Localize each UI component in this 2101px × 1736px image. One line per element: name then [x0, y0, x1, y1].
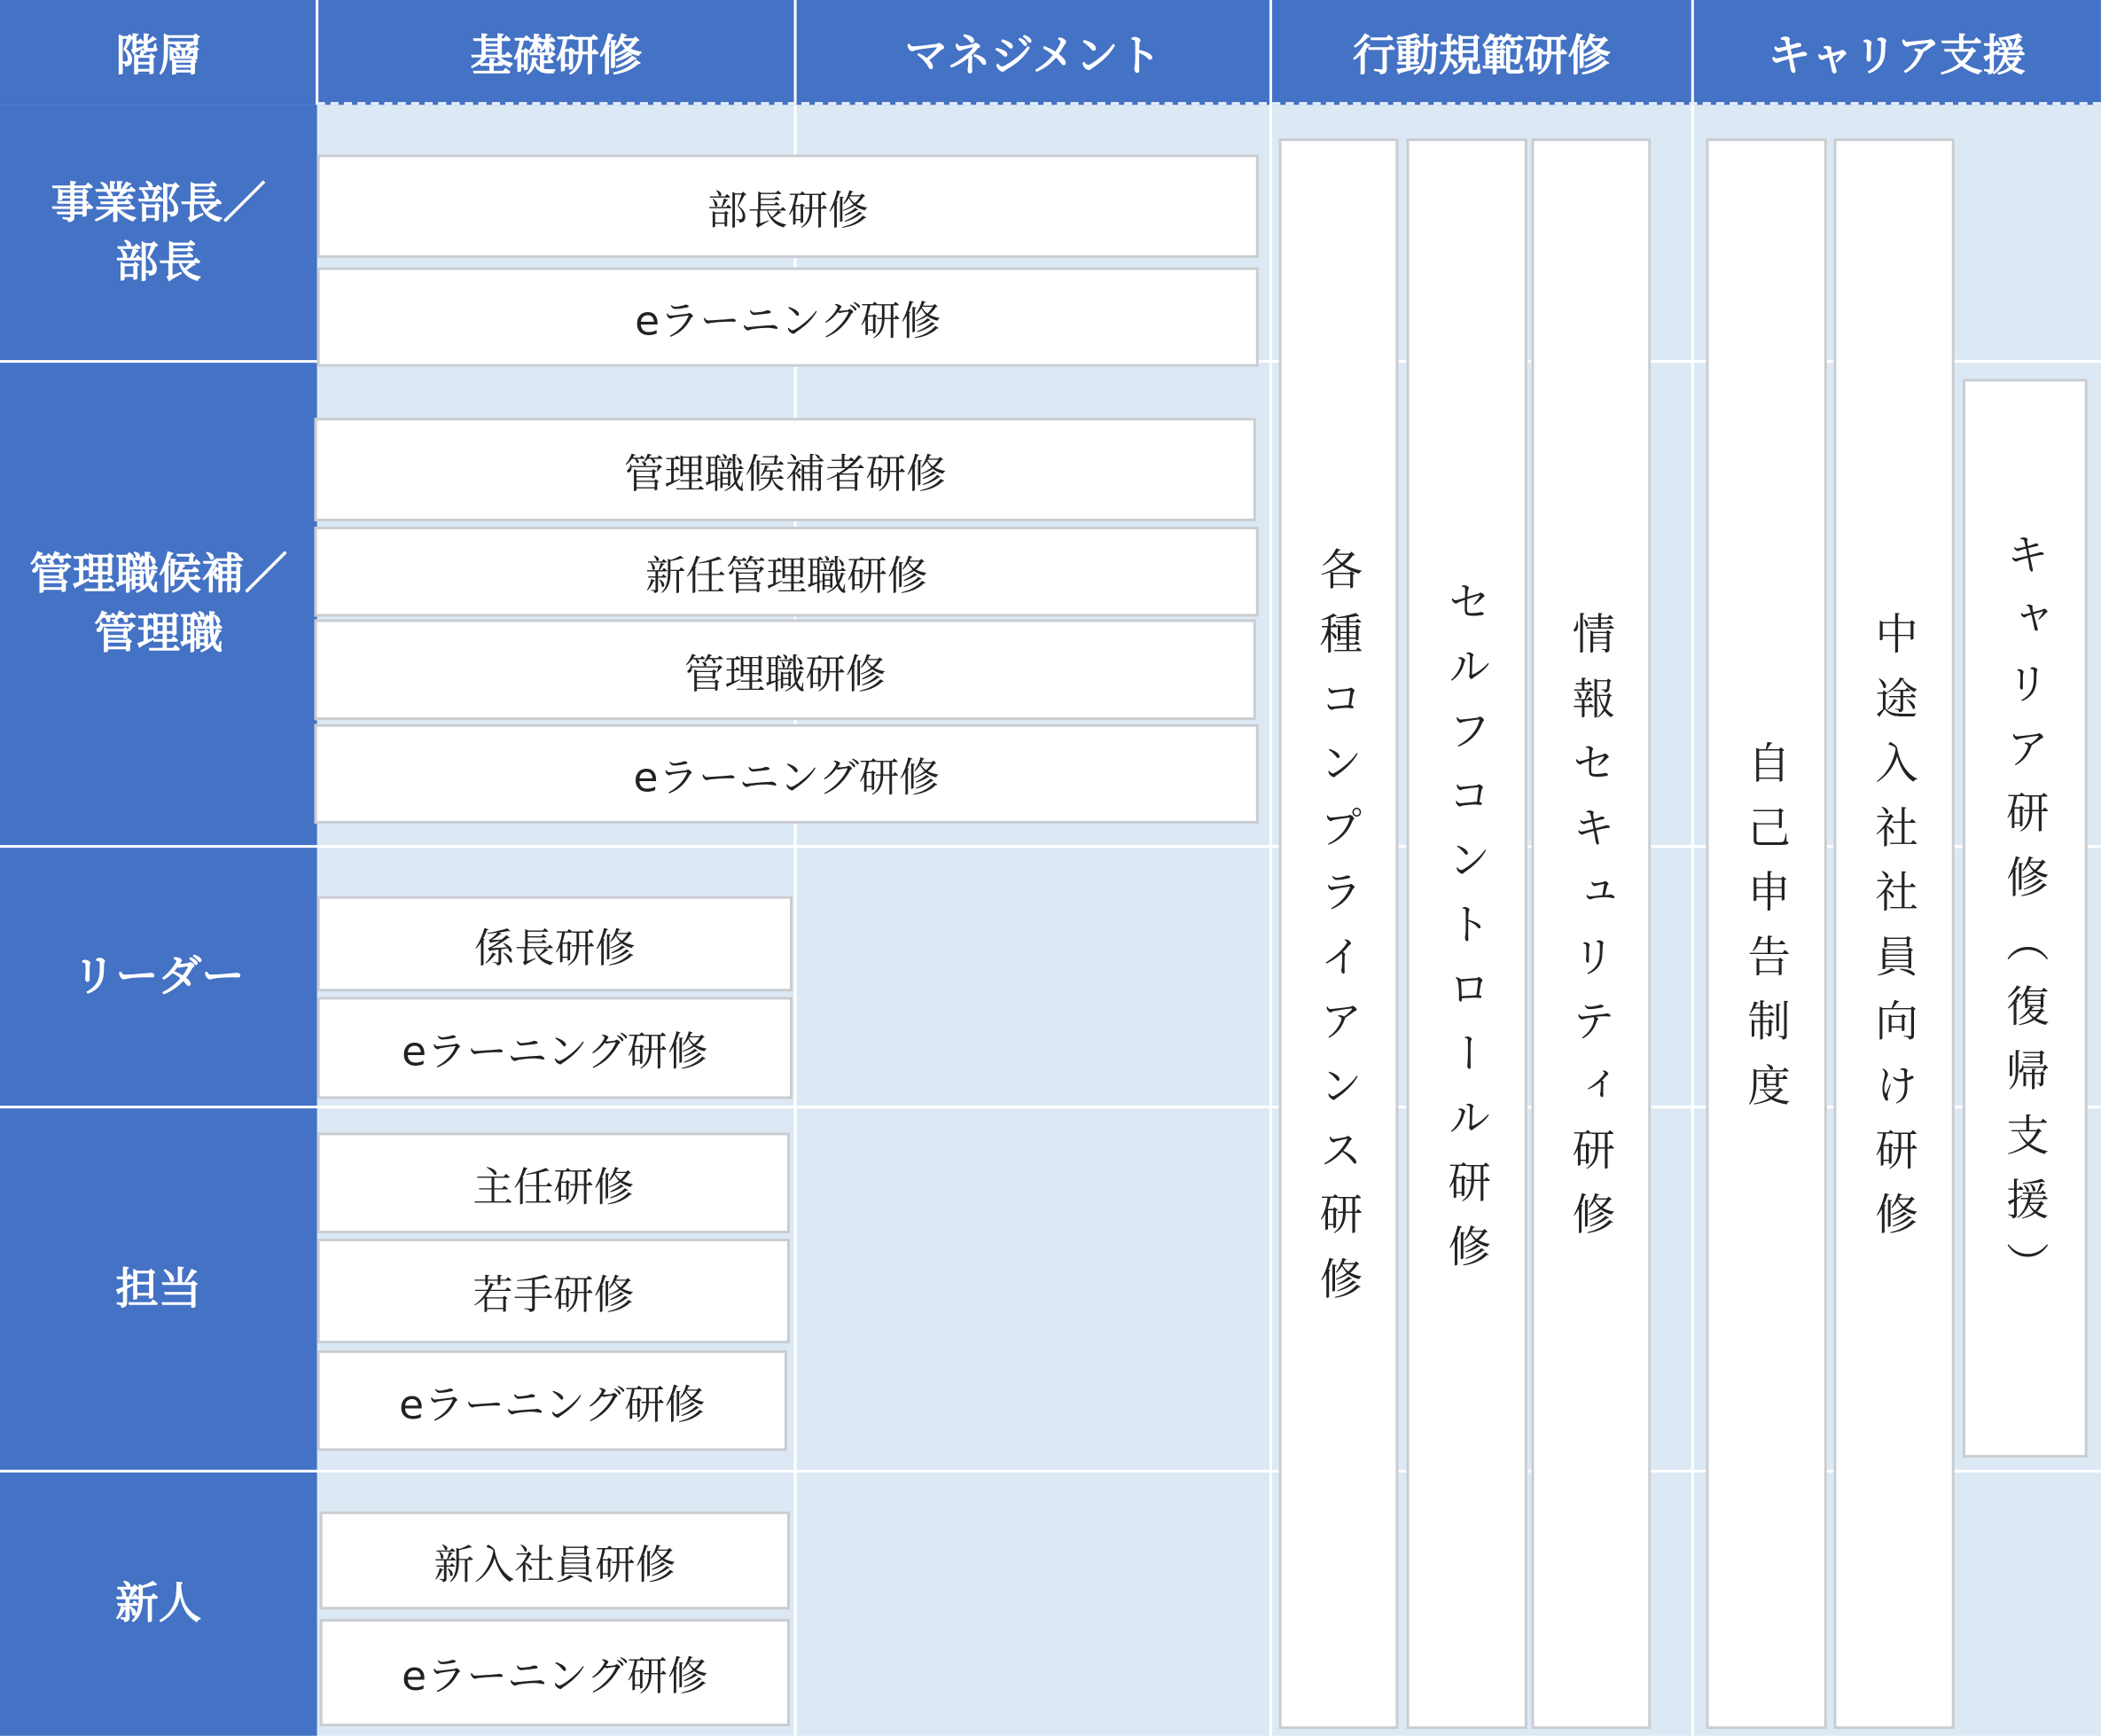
training-box: 管理職候補者研修 [315, 418, 1256, 521]
header-career-support: キャリア支援 [1692, 0, 2101, 105]
career-support-label: 中途入社社員向け研修 [1868, 611, 1920, 1256]
level-label: リーダー [72, 950, 245, 1002]
header-basic-training: 基礎研修 [317, 0, 795, 105]
training-box: 主任研修 [317, 1132, 790, 1233]
training-box: 部長研修 [317, 154, 1259, 258]
training-box: eラーニング研修 [315, 724, 1259, 824]
conduct-training-box [1407, 138, 1527, 1729]
career-support-label: キャリア研修（復帰支援） [1999, 531, 2051, 1306]
level-label: 新人 [115, 1576, 202, 1629]
header-management: マネジメント [795, 0, 1270, 105]
level-leader [0, 847, 317, 1107]
career-support-box [1833, 138, 1954, 1729]
training-box: eラーニング研修 [317, 997, 793, 1099]
training-box: eラーニング研修 [317, 268, 1259, 367]
level-label: 事業部長／ [51, 177, 267, 230]
career-support-label: 自己申告制度 [1740, 739, 1792, 1128]
level-division-manager [0, 105, 317, 361]
conduct-training-label: 各種コンプライアンス研修 [1313, 546, 1364, 1321]
level-manager [0, 362, 317, 847]
training-box: 管理職研修 [315, 620, 1256, 721]
conduct-training-label: セルフコントロール研修 [1441, 579, 1493, 1289]
training-box: 新任管理職研修 [315, 527, 1259, 617]
level-label: 管理職 [94, 606, 223, 658]
conduct-training-label: 情報セキュリティ研修 [1566, 611, 1617, 1256]
level-label: 管理職候補／ [29, 548, 288, 600]
training-box: 係長研修 [317, 896, 793, 992]
level-new-employee [0, 1471, 317, 1736]
training-box: eラーニング研修 [320, 1619, 790, 1726]
career-support-box [1963, 379, 2088, 1458]
level-staff [0, 1107, 317, 1472]
conduct-training-box [1279, 138, 1399, 1729]
training-box: 新入社員研修 [320, 1512, 790, 1610]
training-box: 若手研修 [317, 1239, 790, 1343]
conduct-training-box [1531, 138, 1651, 1729]
career-support-box [1706, 138, 1826, 1729]
level-label: 担当 [115, 1263, 202, 1314]
training-box: eラーニング研修 [317, 1350, 787, 1451]
level-label: 部長 [115, 235, 202, 287]
header-level: 階層 [0, 0, 317, 105]
header-conduct-training: 行動規範研修 [1270, 0, 1692, 105]
